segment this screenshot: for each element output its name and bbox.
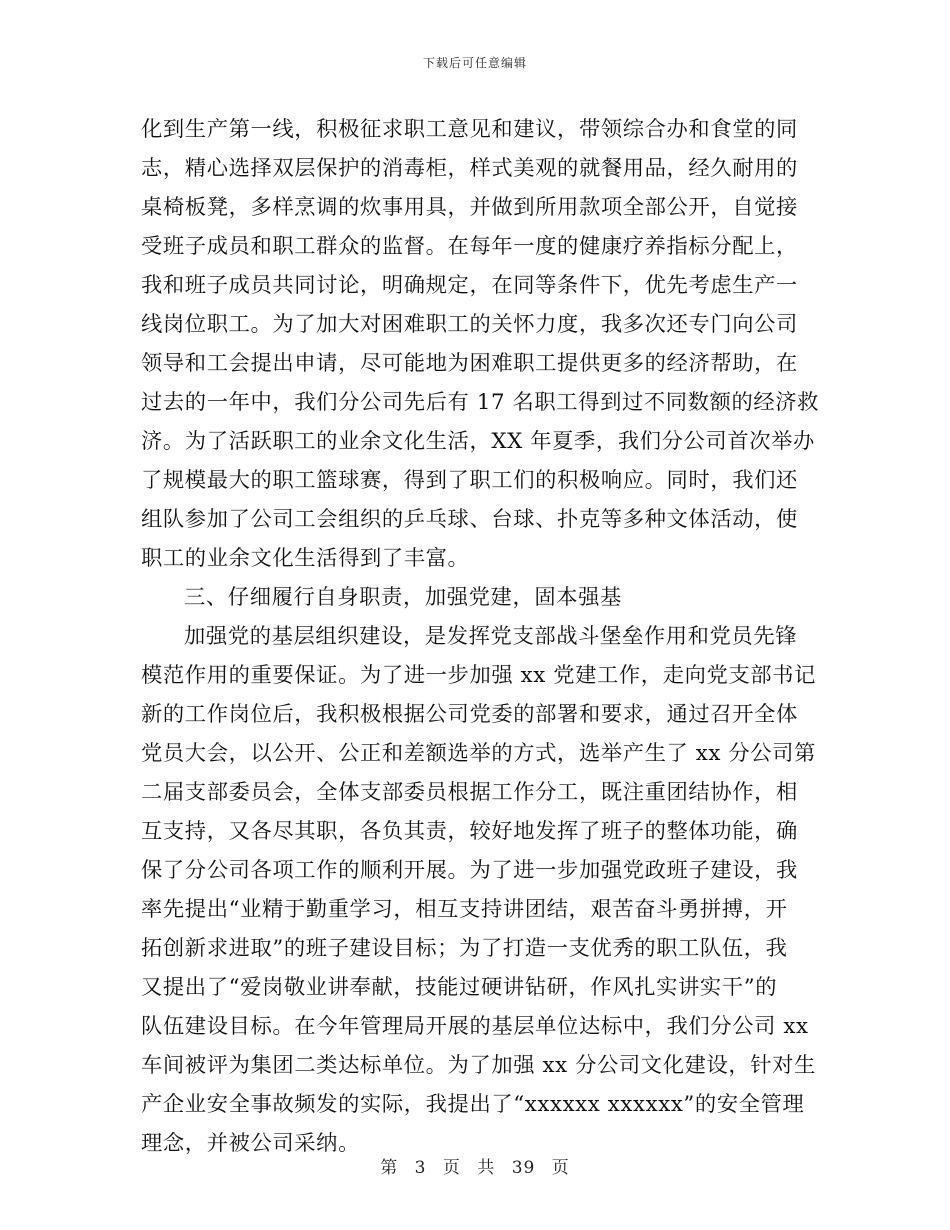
section-heading: 三、仔细履行自身职责，加强党建，固本强基 — [184, 585, 622, 610]
paragraph-first-line: 加强党的基层组织建设，是发挥党支部战斗堡垒作用和党员先锋 — [184, 624, 798, 649]
page-number-footer — [0, 1153, 950, 1178]
footer-label-page: 页 — [442, 1158, 461, 1178]
body-line: 组队参加了公司工会组织的乒乓球、台球、扑克等多种文体活动，使 — [141, 507, 798, 532]
body-line: 又提出了“爱岗敬业讲奉献，技能过硬讲钻研，作风扎实讲实干”的 — [141, 975, 778, 1000]
body-line: 职工的业余文化生活得到了丰富。 — [141, 546, 470, 571]
body-line: 二届支部委员会，全体支部委员根据工作分工，既注重团结协作，相 — [141, 780, 798, 805]
body-line: 模范作用的重要保证。为了进一步加强 xx 党建工作，走向党支部书记 — [141, 663, 816, 688]
body-line: 互支持，又各尽其职，各负其责，较好地发挥了班子的整体功能，确 — [141, 819, 798, 844]
body-line: 化到生产第一线，积极征求职工意见和建议，带领综合办和食堂的同 — [141, 117, 798, 142]
footer-label-prefix: 第 — [380, 1158, 399, 1178]
body-line: 保了分公司各项工作的顺利开展。为了进一步加强党政班子建设，我 — [141, 858, 798, 883]
body-line: 理念，并被公司采纳。 — [141, 1131, 360, 1156]
body-line: 队伍建设目标。在今年管理局开展的基层单位达标中，我们分公司 xx — [141, 1014, 809, 1039]
body-line: 领导和工会提出申请，尽可能地为困难职工提供更多的经济帮助，在 — [141, 351, 798, 376]
body-line: 过去的一年中，我们分公司先后有 17 名职工得到过不同数额的经济救 — [141, 390, 820, 415]
total-page-count: 39 — [511, 1158, 536, 1178]
footer-label-suffix: 页 — [551, 1158, 570, 1178]
body-line: 线岗位职工。为了加大对困难职工的关怀力度，我多次还专门向公司 — [141, 312, 798, 337]
current-page-number: 3 — [414, 1158, 427, 1178]
header-note: 下载后可任意编辑 — [422, 56, 527, 70]
body-line: 志，精心选择双层保护的消毒柜，样式美观的就餐用品，经久耐用的 — [141, 156, 798, 181]
body-line: 产企业安全事故频发的实际，我提出了“xxxxxx xxxxxx”的安全管理 — [141, 1092, 805, 1117]
body-line: 新的工作岗位后，我积极根据公司党委的部署和要求，通过召开全体 — [141, 702, 798, 727]
body-line: 桌椅板凳，多样烹调的炊事用具，并做到所用款项全部公开，自觉接 — [141, 195, 798, 220]
body-line: 车间被评为集团二类达标单位。为了加强 xx 分公司文化建设，针对生 — [141, 1053, 816, 1078]
body-line: 党员大会，以公开、公正和差额选举的方式，选举产生了 xx 分公司第 — [141, 741, 816, 766]
body-line: 受班子成员和职工群众的监督。在每年一度的健康疗养指标分配上， — [141, 234, 798, 259]
body-line: 我和班子成员共同讨论，明确规定，在同等条件下，优先考虑生产一 — [141, 273, 798, 298]
body-line: 拓创新求进取”的班子建设目标；为了打造一支优秀的职工队伍，我 — [141, 936, 788, 961]
body-line: 了规模最大的职工篮球赛，得到了职工们的积极响应。同时，我们还 — [141, 468, 798, 493]
footer-label-total: 共 — [477, 1158, 496, 1178]
document-body — [141, 110, 821, 1163]
body-line: 济。为了活跃职工的业余文化生活，XX 年夏季，我们分公司首次举办 — [141, 429, 815, 454]
body-line: 率先提出“业精于勤重学习，相互支持讲团结，艰苦奋斗勇拼搏，开 — [141, 897, 788, 922]
